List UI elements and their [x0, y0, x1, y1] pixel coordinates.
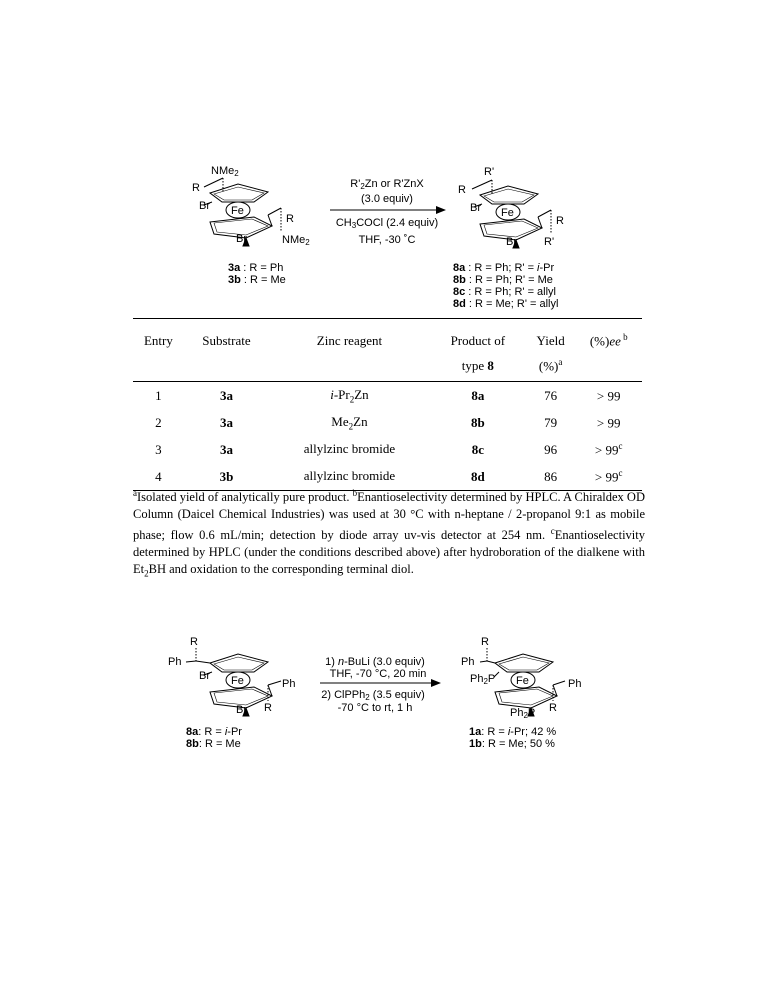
cell-entry: 4: [133, 463, 184, 491]
r-label: R: [264, 702, 272, 714]
pph2-label: Ph2P: [470, 673, 496, 686]
cell-zinc: allylzinc bromide: [303, 440, 396, 456]
conditions-step1: 1) n-BuLi (3.0 equiv): [325, 656, 425, 668]
compound-label-8a: 8a: R = i-Pr: [186, 726, 242, 738]
cell-substrate: 3b: [184, 463, 269, 491]
r-label: R: [286, 213, 294, 225]
cell-yield: 86: [526, 463, 576, 491]
header-yield: Yield: [536, 333, 565, 348]
conditions-step2-temp: -70 °C to rt, 1 h: [337, 702, 413, 714]
compound-label-1a: 1a: R = i-Pr; 42 %: [469, 726, 557, 738]
ph-label: Ph: [461, 656, 475, 668]
conditions-step1-temp: THF, -70 °C, 20 min: [329, 668, 427, 680]
table-footnote: $^a$Isolated yield of analytically pure product. $^b$Enantioselectivity determined by HPLC. A Chiraldex OD Column (Daicel Chemical Industries) was used at 30 °C with n-heptane / 2-propanol 9:1 as mobile phase; flow 0.6 mL/min; detection by diode array uv-vis detector at 254 nm. $^c$Enantioselectivity determined by HPLC (under the conditions described above) after hydroboration of the dialkene with $Et_2BH$ and oxidation to the corresponding terminal diol.: [133, 488, 645, 579]
table-row: [133, 409, 642, 436]
cell-yield: 96: [544, 441, 558, 457]
fe-label: Fe: [501, 207, 514, 219]
reaction-scheme-1: [0, 160, 775, 320]
header-ee: (%)ee $^b$: [589, 332, 628, 349]
conditions-step2: 2) ClPPh2 (3.5 equiv): [321, 689, 425, 702]
r-label: R: [556, 215, 564, 227]
r-label: R: [458, 184, 466, 196]
cell-zinc: $Me_2Zn$: [331, 413, 368, 432]
cell-yield: 79: [544, 414, 558, 430]
cell-zinc: allylzinc bromide: [269, 463, 430, 491]
table-row: [133, 436, 642, 463]
cell-product: 8c: [471, 441, 484, 457]
header-product-type: type 8: [430, 351, 526, 382]
results-table: [133, 318, 642, 491]
r-label: R: [192, 182, 200, 194]
nme2-bottom-label: NMe2: [282, 234, 310, 247]
cell-product: 8d: [430, 463, 526, 491]
br-label: Br: [199, 670, 210, 682]
r-label: R: [481, 636, 489, 648]
conditions-reagent: R'2Zn or R'ZnX: [350, 178, 424, 191]
cell-substrate: 3a: [219, 414, 233, 430]
r-label: R: [549, 702, 557, 714]
compound-label-1b: 1b: R = Me; 50 %: [469, 738, 555, 750]
reaction-scheme-2: [0, 625, 775, 755]
br-label: Br: [236, 704, 247, 716]
conditions-acyl: CH3COCl (2.4 equiv): [335, 217, 439, 230]
header-yield-unit: (%)$^a$: [526, 351, 576, 382]
compound-label-8b: 8b : R = Ph; R' = Me: [453, 274, 553, 286]
compound-label-8b: 8b: R = Me: [186, 738, 241, 750]
cell-ee: > 99: [596, 388, 621, 404]
cell-entry: 1: [155, 387, 162, 403]
cell-ee: > 99: [596, 415, 621, 431]
br-label: Br: [470, 202, 481, 214]
rprime-bottom-label: R': [544, 236, 555, 248]
cell-zinc: $i-Pr_2Zn$: [330, 386, 369, 405]
fe-label: Fe: [231, 675, 244, 687]
pph2-label: Ph2P: [510, 707, 536, 720]
cell-product: 8a: [471, 387, 485, 403]
br-label: Br: [199, 200, 210, 212]
fe-label: Fe: [231, 205, 244, 217]
r-label: R: [190, 636, 198, 648]
ph-label: Ph: [282, 678, 296, 690]
compound-label-3b: 3b : R = Me: [228, 274, 286, 286]
cell-ee: > $99^c$: [575, 463, 642, 491]
header-substrate: Substrate: [202, 333, 251, 348]
header-entry: Entry: [143, 333, 173, 348]
nme2-top-label: NMe2: [211, 165, 239, 178]
compound-label-8d: 8d : R = Me; R' = allyl: [453, 298, 559, 310]
conditions-equiv: (3.0 equiv): [361, 193, 413, 205]
br-label: Br: [506, 236, 517, 248]
header-product: Product of: [450, 333, 506, 348]
upper-cp-ring: [210, 184, 268, 202]
conditions-solvent: THF, -30 ˚C: [358, 234, 416, 246]
rprime-top-label: R': [484, 166, 495, 178]
ph-label: Ph: [568, 678, 582, 690]
header-zinc-reagent: Zinc reagent: [316, 333, 383, 348]
cell-substrate: 3a: [219, 387, 233, 403]
compound-label-8c: 8c : R = Ph; R' = allyl: [453, 286, 556, 298]
cell-entry: 2: [155, 414, 162, 430]
cell-product: 8b: [470, 414, 485, 430]
compound-label-8a: 8a : R = Ph; R' = i-Pr: [453, 262, 555, 274]
cell-yield: 76: [544, 387, 558, 403]
br-label: Br: [236, 233, 247, 245]
table-row: [133, 382, 642, 410]
ph-label: Ph: [168, 656, 182, 668]
cell-substrate: 3a: [219, 441, 233, 457]
cell-entry: 3: [155, 441, 162, 457]
cell-ee: > $99^c$: [594, 440, 623, 458]
fe-label: Fe: [516, 675, 529, 687]
compound-label-3a: 3a : R = Ph: [228, 262, 284, 274]
